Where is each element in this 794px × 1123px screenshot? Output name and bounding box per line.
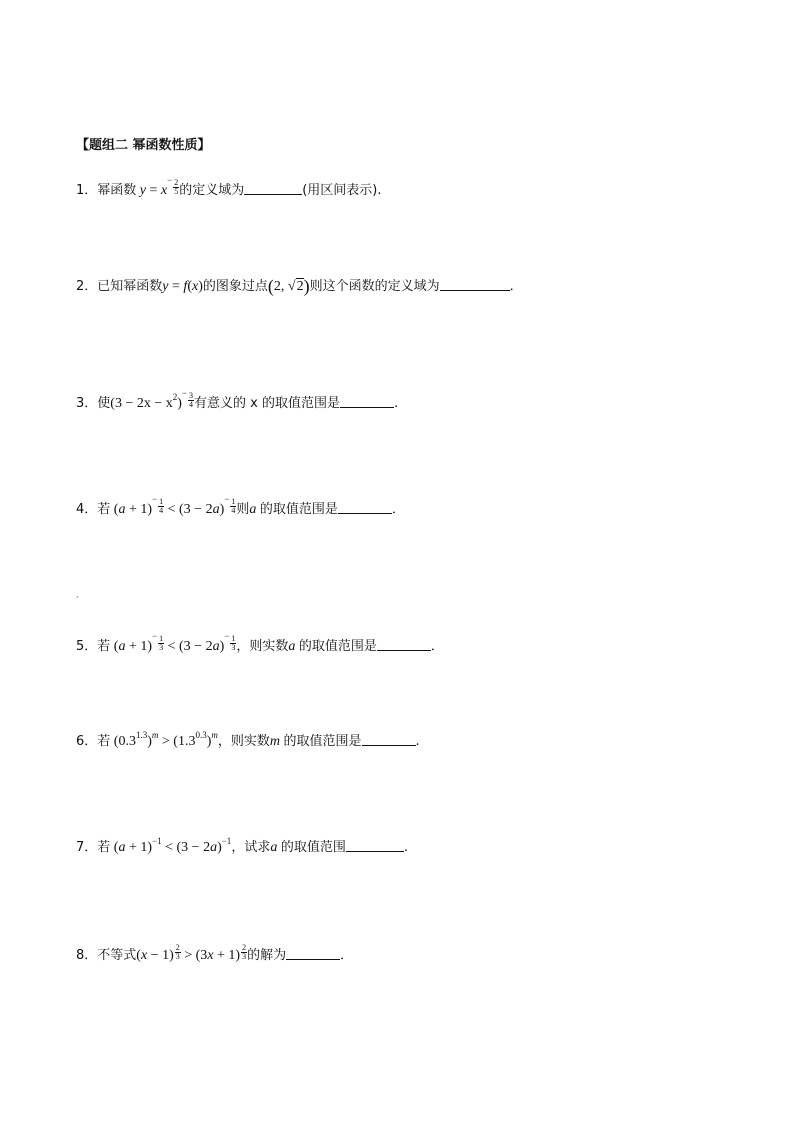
answer-blank[interactable]	[440, 278, 510, 291]
question-text: 已知幂函数	[97, 279, 163, 294]
formula: y = f(x)	[162, 279, 203, 294]
question-text: .	[415, 734, 420, 749]
answer-blank[interactable]	[338, 501, 392, 514]
formula: $(a + 1)^{-1} < (3 - 2a)^{-1}$	[110, 836, 232, 855]
question-3	[76, 383, 398, 414]
question-text: ．	[391, 502, 405, 517]
formula: (a + 1)− $\frac{1}{4}$ < (3 − 2a)− $\frac{1}{4}$	[110, 494, 236, 517]
question-2	[76, 276, 523, 297]
formula: $(0.3^{1.3})^m > (1.3^{0.3})^m$	[110, 730, 218, 749]
question-number: 6．	[76, 734, 98, 749]
answer-blank[interactable]	[377, 638, 431, 651]
formula: (a + 1)− $\frac{1}{3}$ < (3 − 2a)− $\frac{1}{3}$	[110, 631, 236, 654]
formula: a	[270, 840, 278, 855]
question-1	[76, 170, 382, 201]
question-text: 的解为	[247, 948, 287, 963]
question-text: 的取值范围	[280, 840, 346, 855]
answer-blank[interactable]	[346, 839, 404, 852]
question-text: ．	[340, 948, 354, 963]
question-text: 的取值范围是	[298, 639, 377, 654]
question-text: ．	[430, 639, 444, 654]
question-text: ．	[509, 279, 523, 294]
question-8	[76, 944, 353, 966]
question-text: .	[393, 396, 399, 411]
question-text: 若	[97, 840, 111, 855]
question-text: 的取值范围是	[283, 734, 362, 749]
formula: $(3 - 2x - x^2)^-$ $\frac{3}{4}$	[110, 388, 193, 411]
question-5	[76, 626, 444, 657]
question-number: 3．	[76, 396, 98, 411]
question-number: 1．	[76, 183, 98, 198]
section-title: 【题组二 幂函数性质】	[76, 138, 211, 153]
answer-blank[interactable]	[286, 947, 340, 960]
formula: a	[288, 639, 296, 654]
question-text: 的定义域为	[179, 183, 245, 198]
formula: y = x− $\frac{2}{5}$	[139, 175, 179, 198]
question-text: 若	[97, 734, 111, 749]
question-text: ，则实数	[217, 734, 270, 749]
question-text: 使	[97, 396, 111, 411]
question-number: 7．	[76, 840, 98, 855]
question-number: 2．	[76, 279, 98, 294]
formula: (x − 1) $\frac{2}{3}$ > (3x + 1) $\frac{2}{3}$	[136, 943, 247, 963]
question-text: 不等式	[97, 948, 137, 963]
question-7	[76, 838, 408, 858]
question-6	[76, 732, 420, 752]
question-number: 5．	[76, 639, 98, 654]
question-text: 的图象过点	[202, 279, 268, 294]
question-text: ，则实数	[236, 639, 289, 654]
question-text: ，试求	[231, 840, 271, 855]
question-text: 若	[97, 639, 111, 654]
formula: m	[269, 734, 281, 749]
question-text: 有意义的 x 的取值范围是	[194, 396, 340, 411]
question-text: .	[403, 840, 408, 855]
question-4	[76, 489, 405, 520]
answer-blank[interactable]	[244, 182, 302, 195]
question-text: 的取值范围是	[259, 502, 338, 517]
question-text: 则这个函数的定义域为	[309, 279, 440, 294]
question-text: 则	[236, 502, 250, 517]
formula: (2, √2)	[267, 276, 310, 296]
question-text: (用区间表示).	[302, 183, 382, 198]
stray-dot: ·	[76, 593, 79, 602]
question-text: 幂函数	[97, 183, 137, 198]
question-text: 若	[97, 502, 111, 517]
answer-blank[interactable]	[362, 733, 416, 746]
formula: a	[249, 502, 257, 517]
answer-blank[interactable]	[340, 395, 394, 408]
question-number: 8．	[76, 948, 98, 963]
question-number: 4．	[76, 502, 98, 517]
